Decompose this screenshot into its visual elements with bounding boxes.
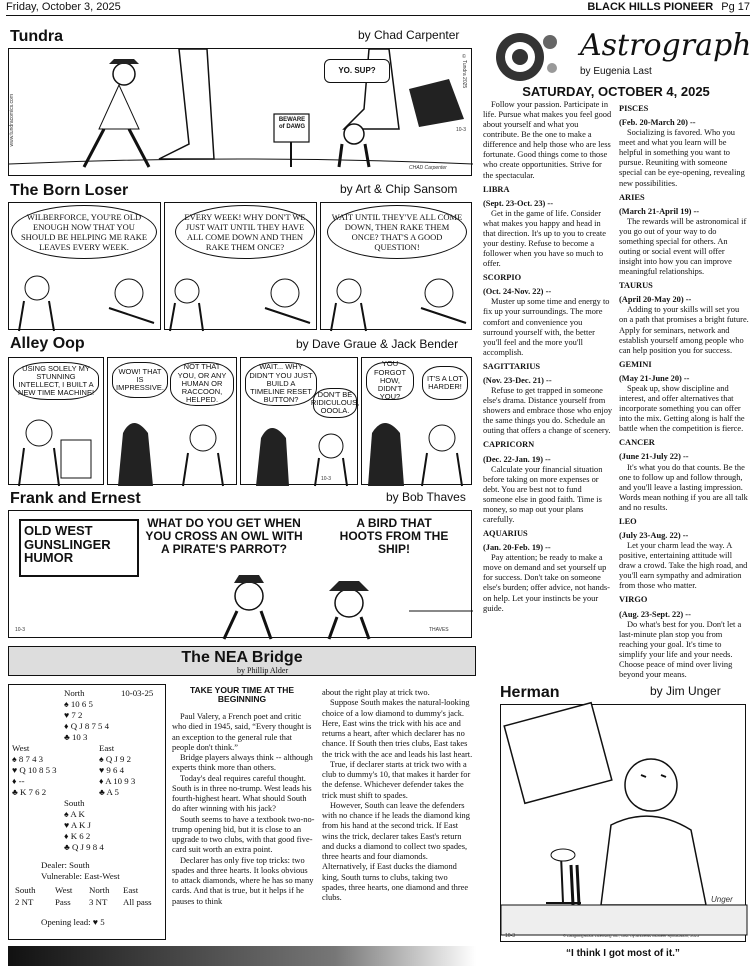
tundra-url: www.tundracomics.com: [9, 94, 15, 147]
west-suit-line: ♦ --: [12, 775, 25, 786]
bridge-paragraph: South seems to have a textbook two-no-trump opening bid, but it is close to an upgrade to two clubs, with that good five-card suit worth an extra point.: [172, 814, 315, 855]
sign-entry-cancer: [619, 438, 749, 513]
footer-bar: [8, 946, 476, 966]
alleyoop-strip: [8, 357, 472, 485]
north-suit-line: ♣ 10 3: [64, 731, 88, 742]
opening-lead: Opening lead: ♥ 5: [41, 917, 105, 927]
frankernest-date-code: 10-3: [15, 627, 26, 633]
sign-name: SAGITTARIUS: [483, 361, 541, 371]
sign-text: It's what you do that counts. Be the one to follow up and follow through, and you'll leave a lasting impression. Words mean nothing if you are all talk and no results.: [619, 462, 748, 512]
alleyoop-speech-1: USING SOLELY MY STUNNING INTELLECT, I BUILT A NEW TIME MACHINE!: [13, 362, 99, 400]
sign-entry-gemini: [619, 360, 749, 435]
alleyoop-date-code: 10-3: [321, 476, 332, 482]
bornloser-title: The Born Loser: [10, 182, 129, 199]
herman-drawing: [501, 705, 747, 943]
sign-entry-pisces: [619, 104, 749, 189]
alleyoop-drawing-4: [362, 358, 473, 486]
paper-info: [587, 1, 750, 13]
bridge-paragraph: Declarer has only five top tricks: two spades and three hearts. It looks obvious to attack diamonds, where he has so many cards. And that is true, but it helps if he pauses to think: [172, 855, 314, 906]
sign-dates: (Nov. 23-Dec. 21) --: [483, 375, 552, 385]
frankernest-answer: A BIRD THAT HOOTS FROM THE SHIP!: [339, 516, 449, 557]
bridge-date-code: 10-03-25: [121, 688, 154, 698]
west-label: West: [12, 743, 30, 753]
alleyoop-drawing-2: [108, 358, 238, 486]
bridge-diagram: [8, 684, 166, 940]
bridge-paragraph: Today's deal requires careful thought. South is in three no-trump. West leads his fourth-highest heart. What should South do after winning with his jack?: [172, 773, 312, 814]
sign-dates: (May 21-June 20) --: [619, 373, 690, 383]
herman-copyright: © LaughingStock Licensing Inc., Dist. by Andrews McMeel Syndication, 2025: [563, 933, 700, 938]
bidding-cell: 2 NT: [15, 896, 34, 907]
alleyoop-panel-4: [361, 357, 472, 485]
bidding-cell: All pass: [123, 896, 152, 907]
sign-dates: (Jan. 20-Feb. 19) --: [483, 543, 551, 553]
sign-name: LEO: [619, 516, 637, 526]
sign-text: Muster up some time and energy to fix up your surroundings. The more comfort and convenience you surround yourself with, the better you'll feel and the more you'll accomplish.: [483, 297, 610, 357]
north-suit-line: ♥ 7 2: [64, 709, 83, 720]
sign-dates: (July 23-Aug. 22) --: [619, 530, 689, 540]
east-suit-line: ♥ 9 6 4: [99, 764, 125, 775]
bridge-column-1: [172, 712, 316, 942]
alleyoop-speech-7: IT'S A LOT HARDER!: [422, 366, 468, 400]
bidding-header: West: [55, 885, 73, 895]
bridge-paragraph: about the right play at trick two.: [322, 688, 430, 697]
herman-panel: [500, 704, 746, 942]
east-suit-line: ♠ Q J 9 2: [99, 754, 132, 764]
vulnerable-text: Vulnerable: East-West: [41, 871, 120, 881]
sign-entry-aquarius: [483, 529, 613, 614]
sign-text: Socializing is favored. Who you meet and what you learn will be helpful in something you want to pursue. Reuniting with someone special can be eye-opening, revealing new possibilities.: [619, 128, 745, 188]
east-suit-line: ♦ A 10 9 3: [99, 775, 136, 786]
herman-title: Herman: [500, 684, 560, 701]
tundra-title: Tundra: [10, 28, 64, 45]
sign-entry-sagittarius: [483, 362, 613, 437]
frankernest-title: Frank and Ernest: [10, 490, 141, 507]
tundra-drawing: [9, 49, 473, 177]
alleyoop-byline: by Dave Graue & Jack Bender: [296, 337, 459, 351]
zodiac-wheel-icon: [492, 30, 562, 84]
sign-name: GEMINI: [619, 359, 652, 369]
sign-text: Pay attention; be ready to make a move on demand and set yourself up for success. Don't take on someone else's burden; offer advice, not hands-on help. Let your instincts be your guide.: [483, 553, 610, 613]
bornloser-drawing-2: [165, 203, 318, 331]
astrograph-column-1: [483, 100, 613, 670]
sign-entry-taurus: [619, 281, 749, 356]
sign-text: Speak up, show discipline and interest, and offer alternatives that incorporate something you can offer into the mix. Getting along is half the battle when the competition is fierce.: [619, 383, 745, 434]
bornloser-strip: [8, 202, 472, 330]
tundra-speech-bubble: YO. SUP?: [324, 59, 390, 83]
sign-name: VIRGO: [619, 595, 648, 605]
bridge-paragraph: Paul Valery, a French poet and critic who died in 1945, said, “Every thought is an exception to the general rule that people don't think.”: [172, 712, 312, 752]
sign-text: Do what's best for you. Don't let a last-minute plan stop you from reaching your goal. It's time to simplify your life and your needs. Choose peace of mind over living beyond your means.: [619, 619, 742, 679]
bidding-table: [15, 885, 165, 908]
sign-text: Let your charm lead the way. A positive, entertaining attitude will draw a crowd. Take the high road, and you'll earn sympathy and admiration from those who matter.: [619, 541, 748, 591]
frankernest-drawing: [9, 511, 473, 639]
bornloser-drawing-1: [9, 203, 162, 331]
alleyoop-speech-6: YOU FORGOT HOW, DIDN'T YOU?: [366, 362, 414, 400]
bidding-cell: Pass: [55, 896, 71, 907]
sign-entry-leo: [619, 517, 749, 592]
bridge-paragraph: However, South can leave the defenders with no chance if he leads the diamond king from his hand at the second trick. If East wins the trick, declarer takes East's return and ducks a diamond to collect two spades, three hearts and four diamonds. Alternatively, if East ducks the diamond king, South turns to clubs, taking two spades, three hearts, one diamond and three clubs.: [322, 800, 470, 902]
south-suit-line: ♦ K 6 2: [64, 830, 91, 841]
north-suit-line: ♠ 10 6 5: [64, 699, 93, 709]
herman-byline: by Jim Unger: [650, 684, 721, 698]
bidding-header: North: [89, 885, 110, 895]
astrograph-date: SATURDAY, OCTOBER 4, 2025: [522, 84, 710, 99]
sign-name: LIBRA: [483, 184, 510, 194]
herman-signature: Unger: [711, 895, 733, 904]
sign-name: PISCES: [619, 104, 649, 113]
alleyoop-drawing-3: [241, 358, 359, 486]
sign-dates: (Sept. 23-Oct. 23) --: [483, 198, 554, 208]
bornloser-speech-3: WAIT UNTIL THEY'VE ALL COME DOWN, THEN RAKE THEM ONCE? THAT'S A GOOD QUESTION!: [331, 211, 463, 253]
herman-date-code: 10-3: [505, 933, 516, 939]
sign-dates: (Oct. 24-Nov. 22) --: [483, 287, 552, 297]
sign-text: Calculate your financial situation before taking on more expenses or debt. You are best not to fund someone else in good faith. Time is money, so map out your plans carefully.: [483, 464, 603, 524]
tundra-byline: by Chad Carpenter: [358, 28, 460, 42]
bornloser-speech-1: WILBERFORCE, YOU'RE OLD ENOUGH NOW THAT YOU SHOULD BE HELPING ME RAKE LEAVES EVERY WEEK.: [20, 211, 148, 253]
bridge-byline: by Phillip Alder: [237, 666, 289, 675]
sign-name: CANCER: [619, 438, 655, 448]
bornloser-byline: by Art & Chip Sansom: [340, 182, 458, 196]
west-suit-line: ♥ Q 10 8 5 3: [12, 764, 57, 775]
sign-text: Adding to your skills will set you on a path that promises a bright future. Apply for seminars, network and establish yourself among people who can help position you for success.: [619, 305, 749, 355]
bornloser-panel-1: [8, 202, 161, 330]
bidding-cell: 3 NT: [89, 896, 108, 907]
bridge-title: The NEA Bridge: [181, 649, 303, 666]
north-suit-line: ♦ Q J 8 7 5 4: [64, 720, 110, 731]
west-suit-line: ♠ 8 7 4 3: [12, 754, 44, 764]
astrograph-title: Astrograph: [580, 28, 752, 63]
bridge-headline: TAKE YOUR TIME AT THE BEGINNING: [189, 685, 295, 705]
sign-dates: (Aug. 23-Sept. 22) --: [619, 609, 691, 619]
east-suit-line: ♣ A 5: [99, 786, 119, 797]
north-label: North: [64, 688, 85, 698]
south-hand: [64, 809, 104, 853]
herman-caption: “I think I got most of it.”: [566, 948, 680, 959]
dealer-text: Dealer: South: [41, 860, 90, 870]
west-suit-line: ♣ K 7 6 2: [12, 786, 47, 797]
bridge-paragraph: Bridge players always think -- although experts think more than others.: [172, 753, 313, 773]
bidding-header: East: [123, 885, 139, 895]
alleyoop-title: Alley Oop: [10, 335, 85, 352]
sign-entry-capricorn: [483, 440, 613, 525]
alleyoop-speech-4: WAIT... WHY DIDN'T YOU JUST BUILD A TIMELINE RESET BUTTON?: [245, 362, 317, 406]
astrograph-header: [488, 28, 750, 86]
east-hand: [99, 754, 135, 798]
sign-entry-virgo: [619, 595, 749, 680]
alleyoop-panel-3: [240, 357, 358, 485]
issue-date: Friday, October 3, 2025: [6, 1, 121, 13]
astrograph-column-2: [619, 100, 749, 679]
south-suit-line: ♠ A K: [64, 809, 85, 819]
sign-dates: (Feb. 20-March 20) --: [619, 118, 696, 128]
tundra-date-code: 10-3: [456, 127, 467, 133]
north-hand: [64, 699, 109, 743]
sign-text: The rewards will be astronomical if you go out of your way to do something special for others. An outing or social event will offer insight into how you can improve meaningful relationships.: [619, 216, 747, 277]
bridge-paragraph: True, if declarer starts at trick two with a club to dummy's 10, that makes it harder for the defense. Whichever defender takes the trick must shift to spades.: [322, 759, 471, 800]
frankernest-byline: by Bob Thaves: [386, 490, 466, 504]
sign-name: CAPRICORN: [483, 440, 535, 450]
sign-name: ARIES: [619, 192, 645, 202]
sign-entry-aries: [619, 193, 749, 278]
bornloser-speech-2: EVERY WEEK! WHY DON'T WE JUST WAIT UNTIL THEY HAVE ALL COME DOWN AND THEN RAKE THEM ONCE?: [184, 211, 306, 253]
west-hand: [12, 754, 57, 798]
frankernest-question: WHAT DO YOU GET WHEN YOU CROSS AN OWL WITH A PIRATE'S PARROT?: [145, 516, 303, 557]
sign-text: Get in the game of life. Consider what makes you happy and head in that direction. It's up to you to create your destiny. Refuse to become a follower when you have so much to offer.: [483, 208, 606, 269]
tundra-copyright: ©Tundra 2025: [461, 54, 467, 89]
tundra-strip: [8, 48, 472, 176]
frankernest-sign: OLD WEST GUNSLINGER HUMOR: [19, 519, 139, 577]
bridge-header: [8, 646, 476, 676]
bornloser-drawing-3: [321, 203, 473, 331]
sign-text: Refuse to get trapped in someone else's drama. Distance yourself from showers and embrace those who enjoy the same things you do. Schedule an outing that offers a change of scenery.: [483, 386, 613, 436]
east-label: East: [99, 743, 115, 753]
bidding-header: South: [15, 885, 36, 895]
bridge-column-2: [322, 688, 474, 942]
astrograph-intro: Follow your passion. Participate in life. Pursue what makes you feel good about yourself and what you contribute. Be the one to make a difference and help those who are less fortunate. Good things come to those who create opportunities. Strive for the spectacular.: [483, 100, 612, 180]
sign-entry-libra: [483, 185, 613, 270]
alleyoop-speech-3: NOT THAT YOU, OR ANY HUMAN OR RACCOON, HELPED.: [170, 362, 234, 406]
south-label: South: [64, 798, 85, 808]
alleyoop-panel-1: [8, 357, 104, 485]
sign-name: AQUARIUS: [483, 529, 528, 539]
bornloser-panel-3: [320, 202, 472, 330]
sign-name: TAURUS: [619, 281, 653, 291]
south-suit-line: ♥ A K J: [64, 819, 91, 830]
sign-dates: (April 20-May 20) --: [619, 295, 692, 305]
sign-dates: (June 21-July 22) --: [619, 452, 689, 462]
astrograph-byline: by Eugenia Last: [580, 66, 652, 77]
frankernest-signature: THAVES: [429, 627, 449, 633]
frankernest-strip: [8, 510, 472, 638]
alleyoop-drawing-1: [9, 358, 105, 486]
alleyoop-speech-5: DON'T BE RIDICULOUS, OOOLA.: [313, 388, 357, 418]
page-header: [6, 0, 750, 16]
south-suit-line: ♣ Q J 9 8 4: [64, 841, 104, 852]
paper-name: BLACK HILLS PIONEER: [587, 1, 714, 13]
bridge-paragraph: Suppose South makes the natural-looking choice of a low diamond to dummy's jack. Here, East wins the trick with his ace and returns a heart, after which declarer has no chance. If South then tries clubs, East takes the trick with the ace and leads his last heart.: [322, 698, 473, 759]
tundra-sign: BEWARE of DAWG: [278, 117, 306, 130]
sign-name: SCORPIO: [483, 273, 522, 283]
page-number: Pg 17: [721, 1, 750, 13]
tundra-signature: CHAD Carpenter: [409, 165, 447, 171]
alleyoop-speech-2: WOW! THAT IS IMPRESSIVE.: [112, 362, 168, 398]
bornloser-panel-2: [164, 202, 317, 330]
sign-dates: (March 21-April 19) --: [619, 206, 700, 216]
alleyoop-panel-2: [107, 357, 237, 485]
sign-dates: (Dec. 22-Jan. 19) --: [483, 454, 551, 464]
sign-entry-scorpio: [483, 273, 613, 358]
